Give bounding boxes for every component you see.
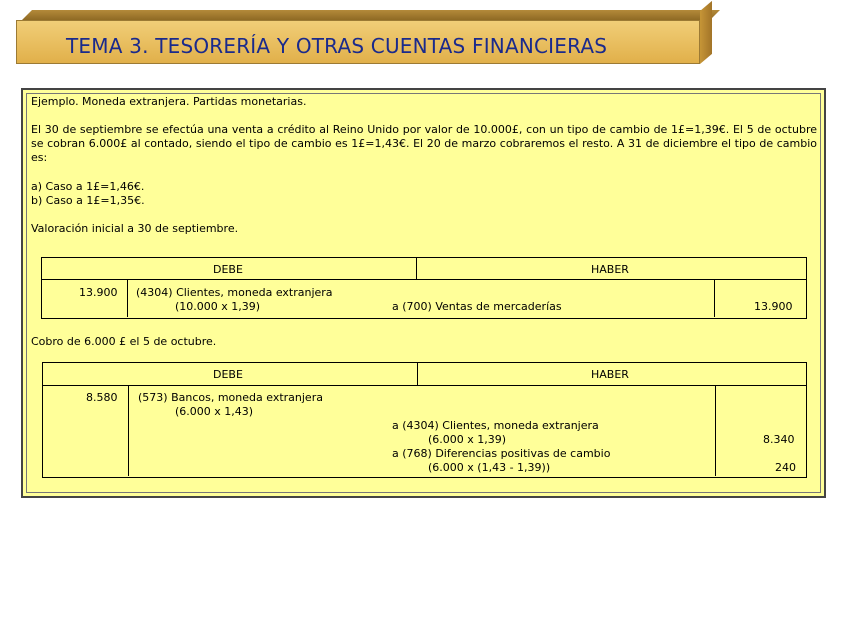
ledger-2-debit-amount: 8.580 bbox=[86, 391, 118, 404]
ledger-2-credit-col-divider bbox=[715, 385, 716, 476]
ledger-1-header-split bbox=[416, 257, 417, 279]
ledger-2-debit-account: (573) Bancos, moneda extranjera bbox=[138, 391, 323, 404]
ledger-1-debit-calc: (10.000 x 1,39) bbox=[175, 300, 261, 313]
ledger-2-credit1-amount: 8.340 bbox=[763, 433, 795, 446]
ledger-2-haber-header: HABER bbox=[591, 368, 629, 381]
section-initial-valuation: Valoración inicial a 30 de septiembre. bbox=[31, 222, 239, 235]
ledger-2-credit2-calc: (6.000 x (1,43 - 1,39)) bbox=[428, 461, 551, 474]
ledger-1-debit-amount: 13.900 bbox=[79, 286, 118, 299]
ledger-1-debe-header: DEBE bbox=[213, 263, 243, 276]
ledger-1-credit-col-divider bbox=[714, 279, 715, 317]
ledger-1-credit-account: a (700) Ventas de mercaderías bbox=[392, 300, 562, 313]
ledger-2-credit1-calc: (6.000 x 1,39) bbox=[428, 433, 507, 446]
ledger-1-amount-col-divider bbox=[127, 279, 128, 317]
example-statement: El 30 de septiembre se efectúa una venta a crédito al Reino Unido por valor de 10.000£, con un tipo de cambio de 1£=1,39€. El 5 de octubre se cobran 6.000£ al contado, siendo el tipo de cambio es 1£=1,43€. El 20 de marzo cobraremos el resto. A 31 de diciembre el tipo de cambio es: bbox=[31, 123, 817, 164]
ledger-1-credit-amount: 13.900 bbox=[754, 300, 793, 313]
ledger-2-header-divider bbox=[42, 385, 806, 386]
ledger-2-credit1-account: a (4304) Clientes, moneda extranjera bbox=[392, 419, 599, 432]
page-title: TEMA 3. TESORERÍA Y OTRAS CUENTAS FINANCIERAS bbox=[66, 34, 608, 58]
ledger-2-credit2-amount: 240 bbox=[775, 461, 796, 474]
ledger-2-header-split bbox=[417, 362, 418, 385]
ledger-1-header-divider bbox=[41, 279, 806, 280]
section-collection: Cobro de 6.000 £ el 5 de octubre. bbox=[31, 335, 217, 348]
banner-top-bevel bbox=[22, 10, 720, 20]
ledger-2-amount-col-divider bbox=[128, 385, 129, 476]
case-b: b) Caso a 1£=1,35€. bbox=[31, 194, 145, 207]
ledger-2-credit2-account: a (768) Diferencias positivas de cambio bbox=[392, 447, 611, 460]
banner-side-bevel bbox=[700, 1, 712, 64]
example-heading: Ejemplo. Moneda extranjera. Partidas monetarias. bbox=[31, 95, 307, 108]
ledger-2-debit-calc: (6.000 x 1,43) bbox=[175, 405, 254, 418]
ledger-1-haber-header: HABER bbox=[591, 263, 629, 276]
case-a: a) Caso a 1£=1,46€. bbox=[31, 180, 145, 193]
ledger-1-debit-account: (4304) Clientes, moneda extranjera bbox=[136, 286, 333, 299]
ledger-2-debe-header: DEBE bbox=[213, 368, 243, 381]
